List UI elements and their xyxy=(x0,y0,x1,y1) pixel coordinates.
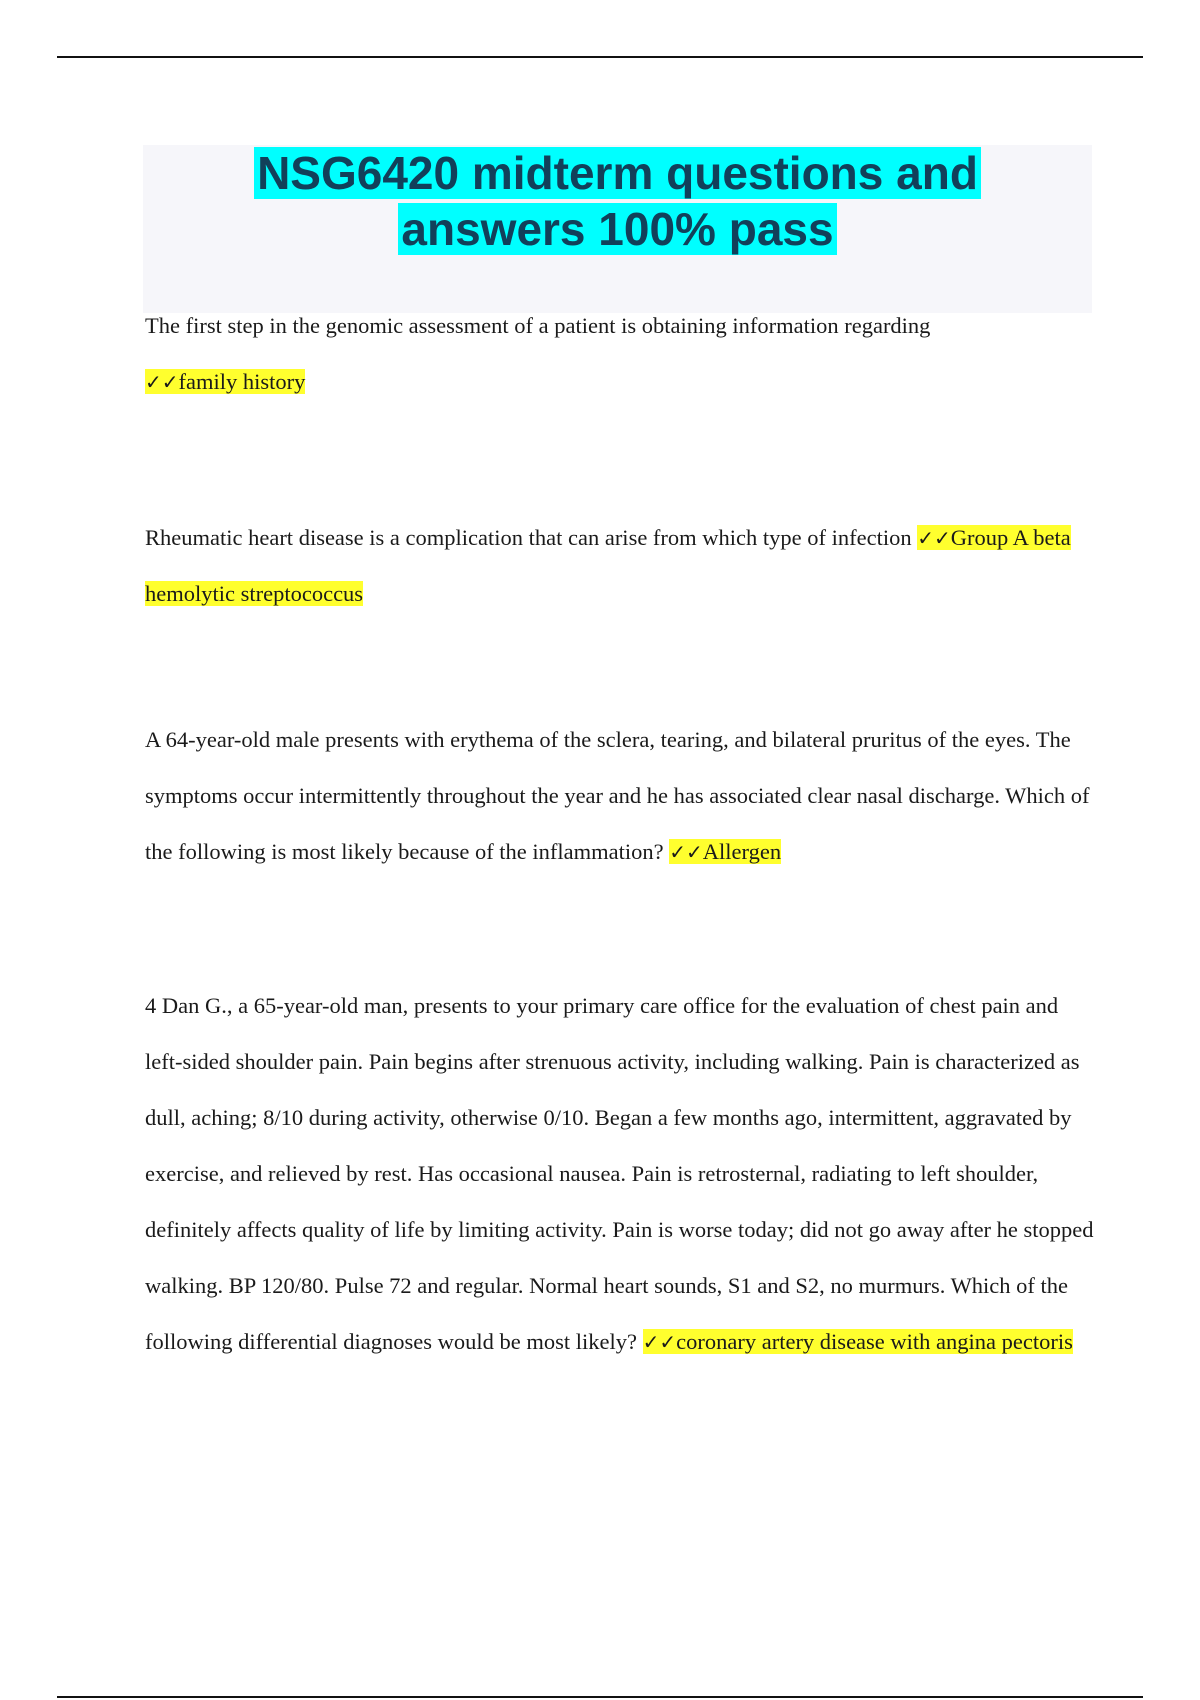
question-text: A 64-year-old male presents with erythema of the sclera, tearing, and bilateral pruritus of the eyes. The symptoms occur intermittently throughout the year and he has associated clear nasal discharge. Which of the following is most likely because of the inflammation? xyxy=(145,727,1090,864)
double-check-icon: ✓✓ xyxy=(642,1330,677,1354)
double-check-icon: ✓✓ xyxy=(145,370,179,394)
qa-item xyxy=(145,712,1095,880)
qa-item xyxy=(145,298,1095,410)
document-title xyxy=(143,145,1092,257)
question-text: 4 Dan G., a 65-year-old man, presents to your primary care office for the evaluation of chest pain and left-sided shoulder pain. Pain begins after strenuous activity, including walking. Pain is characterized as dull, aching; 8/10 during activity, otherwise 0/10. Began a few months ago, intermittent, aggravated by exercise, and relieved by rest. Has occasional nausea. Pain is retrosternal, radiating to left shoulder, definitely affects quality of life by limiting activity. Pain is worse today; did not go away after he stopped walking. BP 120/80. Pulse 72 and regular. Normal heart sounds, S1 and S2, no murmurs. Which of the following differential diagnoses would be most likely? xyxy=(145,993,1094,1354)
double-check-icon: ✓✓ xyxy=(917,526,951,550)
bottom-rule xyxy=(57,1696,1143,1698)
answer-highlight xyxy=(145,369,305,394)
answer-highlight xyxy=(669,839,781,864)
top-rule xyxy=(57,56,1143,58)
qa-item xyxy=(145,510,1095,622)
question-text: The first step in the genomic assessment of a patient is obtaining information regarding xyxy=(145,313,931,338)
answer-text: Allergen xyxy=(702,839,782,864)
answer-text: coronary artery disease with angina pectoris xyxy=(676,1329,1073,1354)
qa-item xyxy=(145,978,1095,1370)
answer-text: family history xyxy=(178,369,306,394)
double-check-icon: ✓✓ xyxy=(669,840,703,864)
title-line-1: NSG6420 midterm questions and xyxy=(254,147,981,199)
title-banner xyxy=(143,145,1092,313)
answer-highlight xyxy=(643,1329,1073,1354)
title-line-2: answers 100% pass xyxy=(398,203,836,255)
answer-text: Group A beta hemolytic streptococcus xyxy=(145,525,1071,606)
question-text: Rheumatic heart disease is a complication that can arise from which type of infection xyxy=(145,525,912,550)
